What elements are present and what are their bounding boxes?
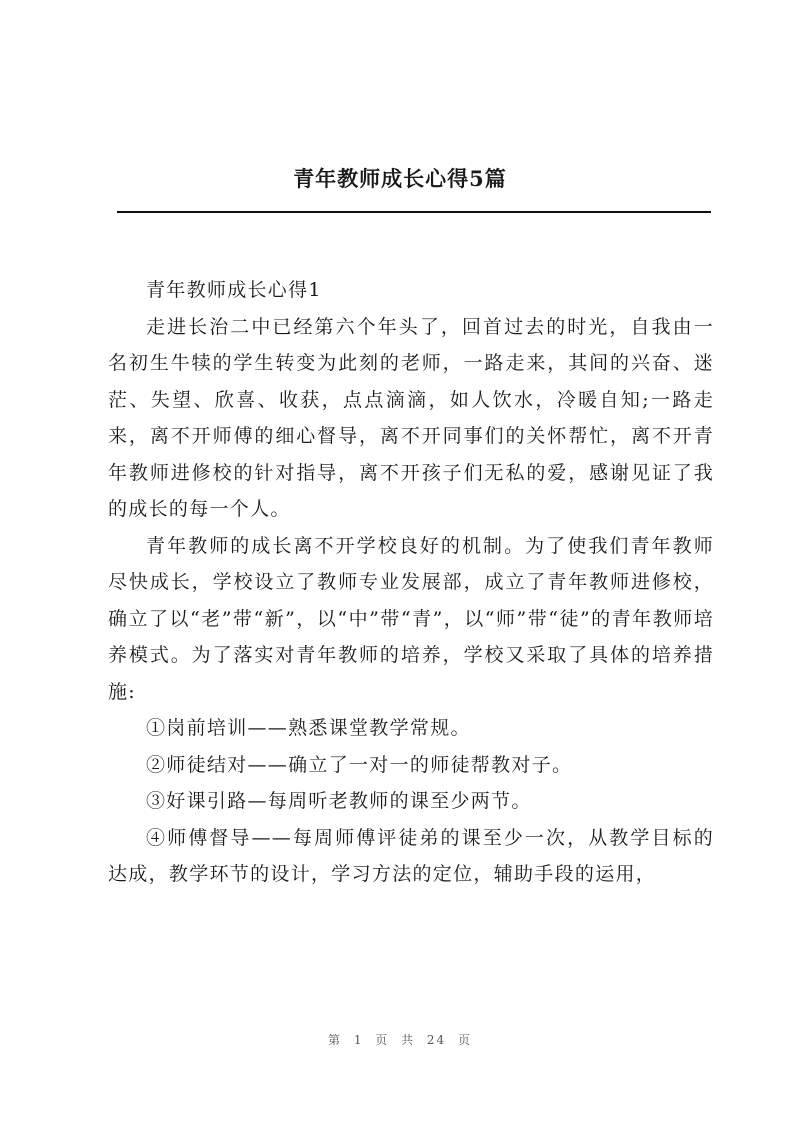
title-underline <box>117 211 711 213</box>
list-item: ④师傅督导——每周师傅评徒弟的课至少一次，从教学目标的达成，教学环节的设计，学习方法的定位，辅助手段的运用， <box>108 826 714 885</box>
section-heading: 青年教师成长心得1 <box>146 279 322 301</box>
paragraph: 青年教师的成长离不开学校良好的机制。为了使我们青年教师尽快成长，学校设立了教师专业发展部，成立了青年教师进修校，确立了以“老”带“新”，以“中”带“青”，以“师”带“徒”的青年教师培养模式。为了落实对青年教师的培养，学校又采取了具体的培养措施: <box>108 534 714 703</box>
page-title: 青年教师成长心得5篇 <box>293 166 507 191</box>
page-number: 第 1 页 共 24 页 <box>328 1033 472 1047</box>
paragraph: 走进长治二中已经第六个年头了，回首过去的时光，自我由一名初生牛犊的学生转变为此刻的老师，一路走来，其间的兴奋、迷茫、失望、欣喜、收获，点点滴滴，如人饮水，冷暖自知;一路走来，离不开师傅的细心督导，离不开同事们的关怀帮忙，离不开青年教师进修校的针对指导，离不开孩子们无私的爱，感谢见证了我的成长的每一个人。 <box>108 315 714 520</box>
document-body <box>108 272 714 893</box>
list-item: ①岗前培训——熟悉课堂教学常规。 <box>146 717 471 739</box>
list-item: ③好课引路—每周听老教师的课至少两节。 <box>146 790 532 812</box>
list-item: ②师徒结对——确立了一对一的师徒帮教对子。 <box>146 753 573 776</box>
